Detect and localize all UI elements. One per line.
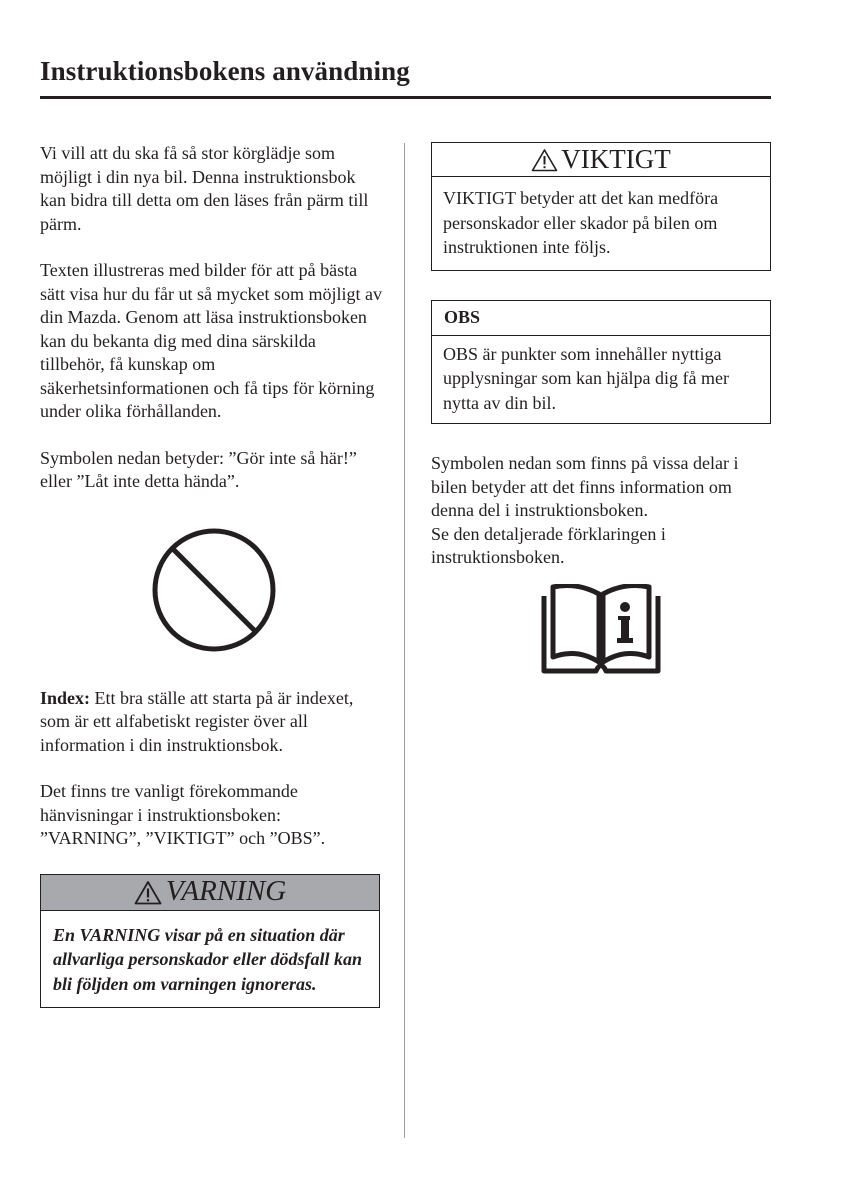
info-symbol-paragraph-2: Se den detaljerade förklaringen i instruktionsboken. — [431, 523, 666, 567]
right-column — [431, 142, 776, 674]
warning-box-header — [41, 875, 379, 911]
illustrations-paragraph: Texten illustreras med bilder för att på bästa sätt visa hur du får ut så mycket som möjligt av din Mazda. Genom att läsa instruktionsboken kan du bekanta dig med dina särskilda tillbehör, få kunskap om säkerhetsinformationen och få tips för körning under olika förhållanden. — [40, 260, 382, 421]
important-box-text: VIKTIGT betyder att det kan medföra personskador eller skador på bilen om instruktionen inte följs. — [443, 188, 719, 257]
page-title: Instruktionsbokens användning — [40, 56, 410, 86]
warning-box-title: VARNING — [165, 875, 287, 908]
warning-triangle-icon — [134, 880, 162, 905]
index-label: Index: — [40, 687, 91, 708]
symbol-meaning-paragraph: Symbolen nedan betyder: ”Gör inte så här!” eller ”Låt inte detta hända”. — [40, 447, 357, 491]
left-column — [40, 142, 385, 1008]
warning-triangle-icon — [531, 148, 558, 172]
title-rule — [40, 96, 771, 99]
index-paragraph — [40, 687, 385, 758]
book-info-icon — [541, 584, 661, 674]
important-box-header — [432, 143, 770, 177]
obs-box-title: OBS — [432, 301, 770, 336]
important-box-title: VIKTIGT — [561, 143, 671, 174]
prohibition-icon — [151, 527, 277, 653]
obs-box-text: OBS är punkter som innehåller nyttiga upplysningar som kan hjälpa dig få mer nytta av din bil. — [443, 343, 729, 413]
warning-box — [40, 874, 380, 1009]
info-symbol-paragraph: Symbolen nedan som finns på vissa delar i bilen betyder att det finns information om denna del i instruktionsboken. — [431, 453, 739, 520]
index-text: Ett bra ställe att starta på är indexet, som är ett alfabetiskt register över all information i din instruktionsbok. — [40, 687, 354, 755]
obs-box — [431, 300, 771, 425]
important-box — [431, 142, 771, 271]
references-paragraph: Det finns tre vanligt förekommande hänvisningar i instruktionsboken: ”VARNING”, ”VIKTIGT” och ”OBS”. — [40, 781, 326, 848]
warning-box-text: En VARNING visar på en situation där allvarliga personskador eller dödsfall kan bli följden om varningen ignoreras. — [53, 924, 363, 994]
column-divider — [404, 143, 405, 1138]
intro-paragraph: Vi vill att du ska få så stor körglädje som möjligt i din nya bil. Denna instruktionsbok kan bidra till detta om den läses från pärm till pärm. — [40, 143, 369, 234]
